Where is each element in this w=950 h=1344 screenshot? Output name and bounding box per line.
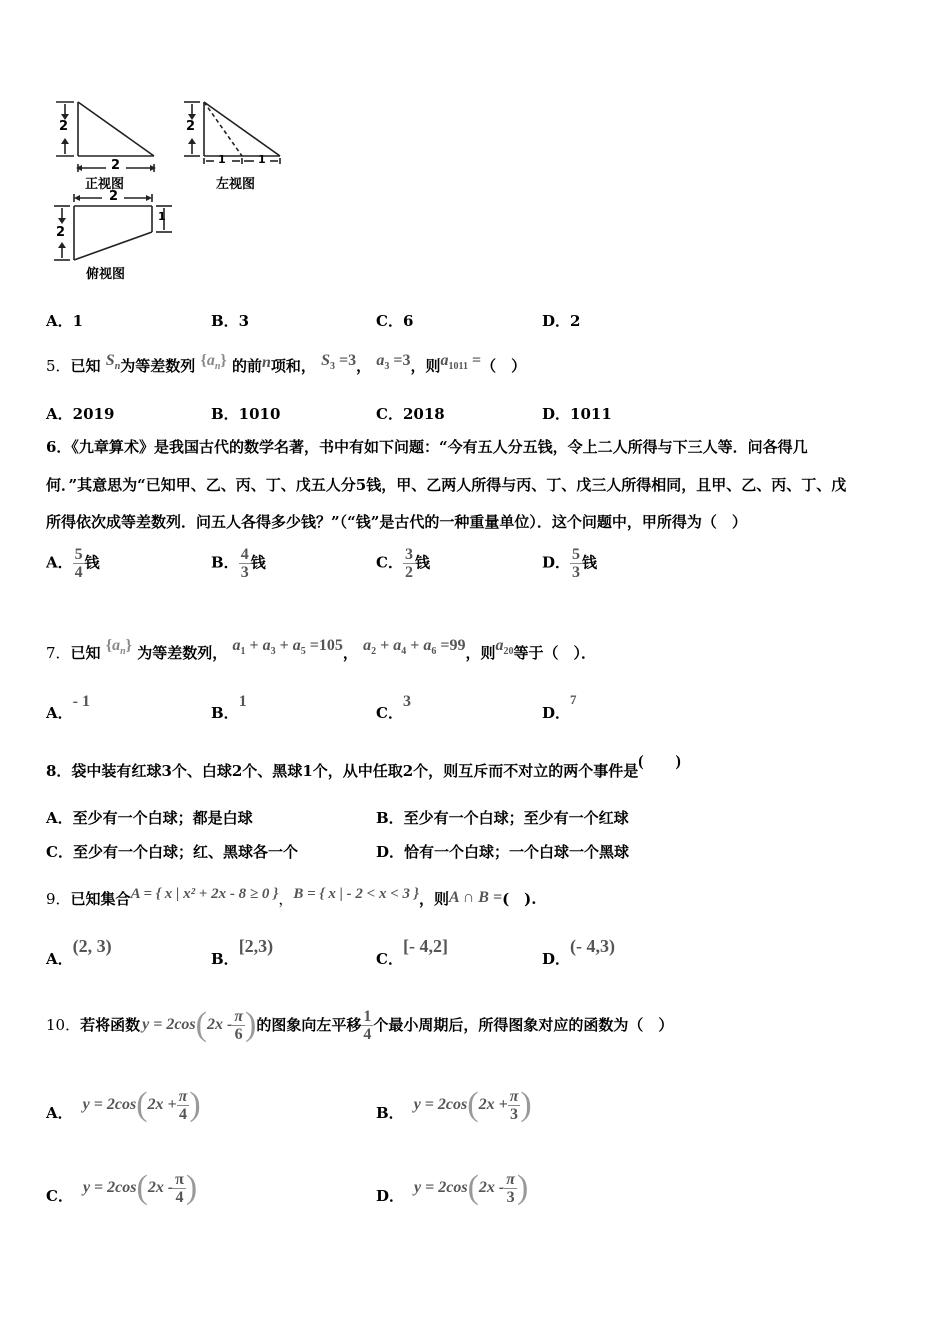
- q7-option-c: [376, 693, 411, 724]
- q10-c-expr: y = 2cos ( 2x - $\frac{\pi}{4}$ ): [82, 1169, 198, 1206]
- q8-option-b: B．至少有一个白球；至少有一个红球: [376, 809, 629, 827]
- q6-d-fraction: [570, 546, 582, 581]
- q7-c-value: 3: [402, 693, 411, 710]
- front-width-label: 2: [111, 158, 121, 173]
- q4-option-a: A．1: [46, 312, 84, 330]
- q10-rparen: ): [245, 1006, 257, 1043]
- q10-d-pi: π: [506, 1170, 515, 1188]
- q10-func-head: y = 2cos: [142, 1016, 196, 1033]
- q5-text-3: 的前: [231, 357, 262, 375]
- q7-eq2-value: =99: [440, 637, 466, 654]
- top-view-caption: 俯视图: [86, 267, 126, 282]
- q10-lparen: (: [195, 1006, 207, 1043]
- q10-b-den: 3: [510, 1105, 519, 1123]
- q7-text-5: 等于（ ）．: [513, 644, 596, 662]
- q7-comma: ，: [342, 644, 358, 662]
- q5-option-a: A．2019: [46, 405, 115, 423]
- side-view-caption: 左视图: [216, 177, 256, 192]
- q6-d-unit: 钱: [582, 553, 598, 572]
- q6-b-num: 4: [240, 546, 249, 563]
- q6-a-num: 5: [74, 546, 83, 563]
- q10-number: 10．: [46, 1016, 81, 1034]
- q5-option-b: B．1010: [211, 405, 281, 423]
- q5-an-sequence: $\{a_n\}$: [200, 352, 227, 372]
- front-height-label: 2: [59, 119, 69, 134]
- q9-b-value: [2,3): [238, 936, 274, 956]
- q10-option-a: [46, 1080, 201, 1130]
- q10-c-func: y = 2cos: [82, 1179, 137, 1196]
- question-10: [46, 1000, 673, 1050]
- q6-c-den: 2: [404, 564, 413, 581]
- q10-d-den: 3: [506, 1188, 515, 1206]
- q7-eq1: $a_1 + a_3 + a_5 =105$: [232, 637, 343, 657]
- q7-a-label: A．: [46, 704, 73, 722]
- q10-four: 4: [363, 1025, 372, 1043]
- q7-text-2: 为等差数列，: [137, 644, 228, 662]
- q9-c-value: [- 4,2]: [402, 936, 448, 956]
- q7-sequence: $\{a_n\}$: [105, 637, 132, 657]
- q10-pi-fraction: [232, 1008, 245, 1043]
- question-9: [46, 886, 537, 910]
- front-view-caption: 正视图: [85, 177, 125, 192]
- q5-s-symbol: S: [105, 352, 115, 369]
- q10-text-2: 的图象向左平移: [256, 1016, 362, 1034]
- question-7: [46, 637, 596, 670]
- q9-set-b: B = { x | - 2 < x < 3 }: [293, 886, 419, 902]
- q6-line-1: 6．《九章算术》是我国古代的数学名著，书中有如下问题：“今有五人分五钱，令上二人所得与下三人等．问各得几: [46, 438, 808, 456]
- q9-d-label: D．: [542, 950, 571, 968]
- q6-c-num: 3: [404, 546, 413, 563]
- q9-option-d: [542, 936, 615, 969]
- q9-b-label: B．: [211, 950, 239, 968]
- top-height-label: 2: [56, 225, 66, 240]
- q10-b-pi: π: [509, 1087, 519, 1105]
- q10-a-sign: 2x +: [147, 1096, 177, 1113]
- q6-line-3: 所得依次成等差数列．问五人各得多少钱？”（“钱”是古代的一种重量单位）．这个问题中，甲所得为（ ）: [46, 513, 747, 531]
- q9-set-a: A = { x | x² + 2x - 8 ≥ 0 }: [130, 886, 279, 902]
- q5-option-c: C．2018: [376, 405, 445, 423]
- q9-text-1: 已知集合: [70, 890, 131, 908]
- q8-option-c: C．至少有一个白球；红、黑球各一个: [46, 843, 298, 861]
- q7-eq2: $a_2 + a_4 + a_6 =99$: [363, 637, 466, 657]
- q5-text-6: ，则: [410, 357, 441, 375]
- q6-option-c: [376, 546, 430, 581]
- q9-intersection: A ∩ B =: [448, 889, 503, 906]
- q10-d-sign: 2x -: [478, 1179, 505, 1196]
- q10-quarter: [361, 1008, 373, 1043]
- q9-a-value: (2, 3): [72, 936, 112, 956]
- q5-a3-sub: 3: [384, 361, 390, 372]
- q10-d-expr: y = 2cos ( 2x - $\frac{\pi}{3}$ ): [414, 1169, 529, 1206]
- q9-option-b: [211, 936, 274, 969]
- q10-c-label: C．: [46, 1187, 73, 1205]
- q6-a-label: A．: [46, 553, 73, 572]
- question-8: [46, 753, 681, 782]
- q6-option-a: [46, 546, 100, 581]
- q6-d-label: D．: [542, 553, 571, 572]
- q10-pi: π: [234, 1007, 244, 1025]
- q6-d-den: 3: [572, 564, 581, 581]
- q5-text-2: 为等差数列: [120, 357, 196, 375]
- q6-a-fraction: [73, 546, 85, 581]
- q7-c-label: C．: [376, 704, 403, 722]
- three-view-figure: [46, 98, 286, 284]
- side-right-label: 1: [258, 153, 266, 166]
- q10-d-func: y = 2cos: [414, 1179, 468, 1196]
- q7-a20-sub: 20: [503, 646, 514, 657]
- q10-c-den: 4: [175, 1188, 184, 1206]
- q5-a-symbol: a: [206, 352, 215, 369]
- q6-b-label: B．: [211, 553, 239, 572]
- q6-c-label: C．: [376, 553, 403, 572]
- q4-option-c: C．6: [376, 312, 414, 330]
- q9-text-2: ，则: [418, 890, 449, 908]
- q5-s3-value: =3: [339, 352, 357, 369]
- q8-option-d: D．恰有一个白球；一个白球一个黑球: [376, 843, 630, 861]
- q5-s3: [321, 352, 357, 372]
- q5-sn: [105, 352, 121, 372]
- q6-option-d: [542, 546, 597, 581]
- q7-a-value: - 1: [72, 693, 90, 710]
- q4-option-d: D．2: [542, 312, 581, 330]
- q10-option-d: [376, 1163, 528, 1213]
- q10-inner: 2x -: [206, 1016, 233, 1033]
- q7-text-4: ，则: [465, 644, 496, 662]
- question-5: [46, 352, 527, 383]
- q4-option-b: B．3: [211, 312, 250, 330]
- q10-a-expr: y = 2cos ( 2x + $\frac{\pi}{4}$ ): [82, 1086, 201, 1123]
- q5-a3: [376, 352, 411, 372]
- q6-line-2: 何．”其意思为“已知甲、乙、丙、丁、戊五人分5钱，甲、乙两人所得与丙、丁、戊三人所得相同，且甲、乙、丙、丁、戊: [46, 476, 847, 494]
- q5-a-symbol-3: a: [440, 352, 449, 369]
- q5-a1011: [440, 352, 482, 372]
- q6-c-fraction: [403, 546, 415, 581]
- q10-a-den: 4: [179, 1105, 187, 1123]
- q10-c-sign: 2x -: [147, 1179, 174, 1196]
- q7-b-value: 1: [238, 693, 247, 710]
- q10-b-label: B．: [376, 1104, 404, 1122]
- q5-n-sub: n: [114, 361, 121, 372]
- q5-a-symbol-2: a: [376, 352, 385, 369]
- q6-b-unit: 钱: [250, 553, 266, 572]
- q7-d-label: D．: [542, 704, 571, 722]
- side-left-label: 1: [218, 153, 226, 166]
- q6-a-den: 4: [74, 564, 83, 581]
- top-small-label: 1: [158, 210, 166, 223]
- q9-comma: ，: [278, 890, 294, 908]
- q5-a1011-sub: 1011: [448, 361, 468, 372]
- q10-a-func: y = 2cos: [82, 1096, 137, 1113]
- q9-paren: ( ).: [502, 890, 537, 908]
- q5-number: 5．: [46, 357, 71, 375]
- q7-option-a: [46, 693, 90, 724]
- q9-option-a: [46, 936, 112, 969]
- q10-a-pi: π: [178, 1087, 188, 1105]
- q5-text-4: 项和，: [270, 357, 316, 375]
- q7-d-value: 7: [570, 692, 577, 707]
- q10-c-pi: π: [175, 1170, 184, 1188]
- q8-text: 8．袋中装有红球3个、白球2个、黑球1个，从中任取2个，则互斥而不对立的两个事件是: [46, 762, 639, 780]
- q7-option-d: [542, 692, 577, 724]
- q6-b-fraction: [239, 546, 251, 581]
- q10-function: [142, 1008, 256, 1043]
- q6-option-b: [211, 546, 266, 581]
- q8-option-a: A．至少有一个白球；都是白球: [46, 809, 253, 827]
- q10-b-sign: 2x +: [478, 1096, 508, 1113]
- q5-s-symbol-2: S: [321, 352, 331, 369]
- q9-option-c: [376, 936, 448, 969]
- q7-eq1-value: =105: [309, 637, 343, 654]
- q5-s3-sub: 3: [330, 361, 336, 372]
- q10-b-expr: y = 2cos ( 2x + $\frac{\pi}{3}$ ): [413, 1086, 532, 1123]
- q5-equals: =: [471, 352, 482, 369]
- q10-text-3: 个最小周期后，所得图象对应的函数为（ ）: [373, 1016, 674, 1034]
- side-height-label: 2: [186, 119, 196, 134]
- q10-a-label: A．: [46, 1104, 73, 1122]
- q6-a-unit: 钱: [84, 553, 100, 572]
- q10-text-1: 若将函数: [80, 1016, 141, 1034]
- q6-b-den: 3: [240, 564, 249, 581]
- q9-number: 9．: [46, 890, 71, 908]
- q10-six: 6: [234, 1025, 243, 1043]
- q5-paren: （ ）: [481, 357, 527, 375]
- q5-text-1: 已知: [70, 357, 101, 375]
- q10-option-c: [46, 1163, 197, 1213]
- q9-a-label: A．: [46, 950, 73, 968]
- q5-n-sub-2: n: [214, 361, 221, 372]
- q10-one: 1: [363, 1007, 372, 1025]
- q5-comma: ，: [356, 357, 372, 375]
- q7-number: 7．: [46, 644, 71, 662]
- q5-n: n: [261, 354, 271, 371]
- q9-d-value: (- 4,3): [570, 936, 615, 956]
- q8-paren: ( ): [638, 753, 681, 770]
- q10-d-label: D．: [376, 1187, 405, 1205]
- q10-b-func: y = 2cos: [413, 1096, 468, 1113]
- q7-a20: $a_{20}$: [495, 637, 514, 657]
- q7-text-1: 已知: [70, 644, 101, 662]
- q6-d-num: 5: [572, 546, 581, 563]
- q9-c-label: C．: [376, 950, 403, 968]
- q5-a3-value: =3: [393, 352, 411, 369]
- top-width-label: 2: [109, 189, 119, 204]
- q10-option-b: [376, 1080, 532, 1130]
- q5-option-d: D．1011: [542, 405, 612, 423]
- q6-c-unit: 钱: [414, 553, 430, 572]
- q7-b-label: B．: [211, 704, 239, 722]
- q7-option-b: [211, 693, 247, 724]
